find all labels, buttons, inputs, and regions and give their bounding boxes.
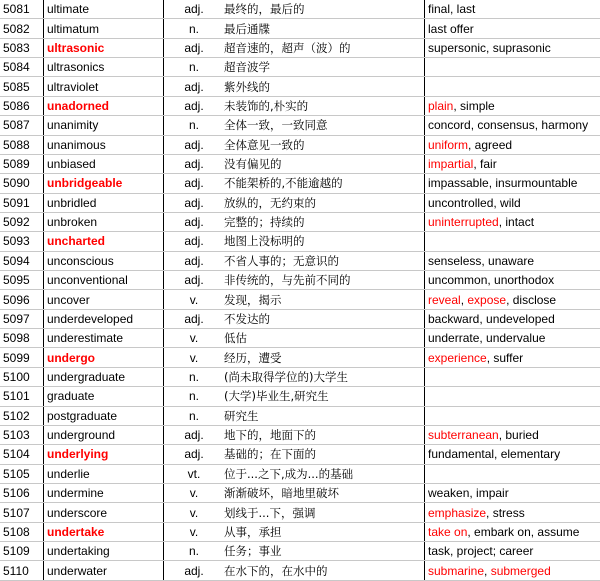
table-row xyxy=(0,387,600,406)
entry-number: 5090 xyxy=(0,174,44,193)
entry-number: 5094 xyxy=(0,251,44,270)
part-of-speech: adj. xyxy=(164,174,222,193)
entry-number: 5102 xyxy=(0,406,44,425)
entry-number: 5091 xyxy=(0,193,44,212)
entry-number: 5103 xyxy=(0,425,44,444)
chinese-definition: 完整的；持续的 xyxy=(221,212,425,231)
synonyms xyxy=(425,445,600,464)
part-of-speech: n. xyxy=(164,387,222,406)
synonyms xyxy=(425,503,600,522)
chinese-definition: 地图上没标明的 xyxy=(221,232,425,251)
entry-number: 5089 xyxy=(0,154,44,173)
table-row xyxy=(0,19,600,38)
part-of-speech: vt. xyxy=(164,464,222,483)
chinese-definition: 不发达的 xyxy=(221,309,425,328)
table-row xyxy=(0,0,600,19)
chinese-definition: 不能架桥的,不能逾越的 xyxy=(221,174,425,193)
headword: unanimous xyxy=(44,135,164,154)
table-row xyxy=(0,290,600,309)
synonym-segment: backward, undeveloped xyxy=(428,311,555,326)
headword: ultraviolet xyxy=(44,77,164,96)
synonym-segment: senseless, unaware xyxy=(428,253,535,268)
headword: graduate xyxy=(44,387,164,406)
headword: undertake xyxy=(44,522,164,541)
chinese-definition: 地下的，地面下的 xyxy=(221,425,425,444)
entry-number: 5096 xyxy=(0,290,44,309)
synonyms xyxy=(425,77,600,96)
synonyms xyxy=(425,212,600,231)
synonyms xyxy=(425,96,600,115)
headword: unbridled xyxy=(44,193,164,212)
synonym-segment: , buried xyxy=(498,428,539,443)
chinese-definition: 最终的，最后的 xyxy=(221,0,425,19)
entry-number: 5106 xyxy=(0,483,44,502)
part-of-speech: n. xyxy=(164,406,222,425)
synonyms xyxy=(425,38,600,57)
synonym-segment: underrate, undervalue xyxy=(428,331,546,346)
synonym-segment: uncontrolled, wild xyxy=(428,195,521,210)
headword: unbiased xyxy=(44,154,164,173)
part-of-speech: adj. xyxy=(164,154,222,173)
chinese-definition: 基础的；在下面的 xyxy=(221,445,425,464)
synonym-segment: final, last xyxy=(428,2,476,17)
part-of-speech: adj. xyxy=(164,0,222,19)
headword: unanimity xyxy=(44,116,164,135)
table-row xyxy=(0,251,600,270)
part-of-speech: v. xyxy=(164,329,222,348)
chinese-definition: 发现，揭示 xyxy=(221,290,425,309)
headword: ultrasonic xyxy=(44,38,164,57)
table-row xyxy=(0,309,600,328)
headword: undergraduate xyxy=(44,367,164,386)
headword: undertaking xyxy=(44,542,164,561)
synonyms xyxy=(425,0,600,19)
part-of-speech: adj. xyxy=(164,445,222,464)
synonym-segment: experience xyxy=(428,350,487,365)
part-of-speech: adj. xyxy=(164,77,222,96)
table-row xyxy=(0,232,600,251)
synonym-segment: weaken, impair xyxy=(428,486,509,501)
synonym-segment: uniform xyxy=(428,137,469,152)
chinese-definition: 紫外线的 xyxy=(221,77,425,96)
table-row xyxy=(0,406,600,425)
part-of-speech: adj. xyxy=(164,271,222,290)
synonym-segment: fundamental, elementary xyxy=(428,447,561,462)
synonyms xyxy=(425,271,600,290)
chinese-definition: 最后通牒 xyxy=(221,19,425,38)
entry-number: 5083 xyxy=(0,38,44,57)
synonyms xyxy=(425,483,600,502)
synonym-segment: expose xyxy=(467,292,507,307)
part-of-speech: n. xyxy=(164,116,222,135)
table-row xyxy=(0,503,600,522)
chinese-definition: 不省人事的；无意识的 xyxy=(221,251,425,270)
synonyms xyxy=(425,522,600,541)
table-row xyxy=(0,329,600,348)
synonyms xyxy=(425,367,600,386)
headword: postgraduate xyxy=(44,406,164,425)
synonyms xyxy=(425,348,600,367)
synonym-segment: , disclose xyxy=(506,292,557,307)
table-row xyxy=(0,174,600,193)
synonyms xyxy=(425,251,600,270)
part-of-speech: adj. xyxy=(164,193,222,212)
table-row xyxy=(0,348,600,367)
synonym-segment: emphasize xyxy=(428,505,487,520)
entry-number: 5086 xyxy=(0,96,44,115)
headword: ultimatum xyxy=(44,19,164,38)
part-of-speech: n. xyxy=(164,58,222,77)
synonym-segment: uncommon, unorthodox xyxy=(428,273,555,288)
entry-number: 5104 xyxy=(0,445,44,464)
synonyms xyxy=(425,58,600,77)
synonym-segment: , xyxy=(484,563,491,578)
part-of-speech: adj. xyxy=(164,212,222,231)
synonym-segment: last offer xyxy=(428,21,474,36)
synonyms xyxy=(425,290,600,309)
part-of-speech: adj. xyxy=(164,232,222,251)
entry-number: 5085 xyxy=(0,77,44,96)
chinese-definition: 任务；事业 xyxy=(221,542,425,561)
synonyms xyxy=(425,425,600,444)
synonym-segment: impartial xyxy=(428,157,474,172)
part-of-speech: adj. xyxy=(164,38,222,57)
synonyms xyxy=(425,232,600,251)
entry-number: 5095 xyxy=(0,271,44,290)
synonym-segment: plain xyxy=(428,98,454,113)
entry-number: 5110 xyxy=(0,561,44,580)
entry-number: 5082 xyxy=(0,19,44,38)
chinese-definition: 没有偏见的 xyxy=(221,154,425,173)
synonym-segment: , stress xyxy=(486,505,525,520)
entry-number: 5109 xyxy=(0,542,44,561)
synonym-segment: impassable, insurmountable xyxy=(428,176,578,191)
part-of-speech: adj. xyxy=(164,425,222,444)
headword: uncharted xyxy=(44,232,164,251)
part-of-speech: n. xyxy=(164,367,222,386)
headword: unbridgeable xyxy=(44,174,164,193)
synonyms xyxy=(425,561,600,580)
chinese-definition: 未装饰的,朴实的 xyxy=(221,96,425,115)
synonym-segment: uninterrupted xyxy=(428,215,499,230)
chinese-definition: 渐渐破坏，暗地里破坏 xyxy=(221,483,425,502)
synonym-segment: , agreed xyxy=(468,137,513,152)
part-of-speech: v. xyxy=(164,290,222,309)
synonyms xyxy=(425,193,600,212)
part-of-speech: adj. xyxy=(164,561,222,580)
table-row xyxy=(0,522,600,541)
table-row xyxy=(0,212,600,231)
synonyms xyxy=(425,135,600,154)
table-row xyxy=(0,445,600,464)
entry-number: 5084 xyxy=(0,58,44,77)
chinese-definition: 全体意见一致的 xyxy=(221,135,425,154)
synonym-segment: , xyxy=(460,292,468,307)
headword: underscore xyxy=(44,503,164,522)
table-row xyxy=(0,425,600,444)
synonym-segment: , intact xyxy=(498,215,535,230)
entry-number: 5097 xyxy=(0,309,44,328)
part-of-speech: v. xyxy=(164,348,222,367)
chinese-definition: 在水下的，在水中的 xyxy=(221,561,425,580)
table-row xyxy=(0,154,600,173)
synonym-segment: take on xyxy=(428,524,468,539)
chinese-definition: 划线于...下，强调 xyxy=(221,503,425,522)
synonym-segment: , fair xyxy=(473,157,497,172)
headword: underestimate xyxy=(44,329,164,348)
chinese-definition: 研究生 xyxy=(221,406,425,425)
part-of-speech: adj. xyxy=(164,251,222,270)
entry-number: 5098 xyxy=(0,329,44,348)
table-row xyxy=(0,271,600,290)
headword: unadorned xyxy=(44,96,164,115)
table-row xyxy=(0,77,600,96)
synonym-segment: reveal xyxy=(428,292,461,307)
chinese-definition: 全体一致，一致同意 xyxy=(221,116,425,135)
table-row xyxy=(0,542,600,561)
synonym-segment: , embark on, assume xyxy=(467,524,580,539)
part-of-speech: adj. xyxy=(164,96,222,115)
headword: undermine xyxy=(44,483,164,502)
synonyms xyxy=(425,19,600,38)
headword: unconscious xyxy=(44,251,164,270)
entry-number: 5108 xyxy=(0,522,44,541)
table-row xyxy=(0,96,600,115)
headword: underlie xyxy=(44,464,164,483)
synonym-segment: concord, consensus, harmony xyxy=(428,118,589,133)
table-row xyxy=(0,464,600,483)
entry-number: 5107 xyxy=(0,503,44,522)
table-row xyxy=(0,561,600,580)
synonyms xyxy=(425,116,600,135)
entry-number: 5100 xyxy=(0,367,44,386)
synonyms xyxy=(425,174,600,193)
chinese-definition: 位于...之下,成为...的基础 xyxy=(221,464,425,483)
chinese-definition: (大学)毕业生,研究生 xyxy=(221,387,425,406)
table-row xyxy=(0,367,600,386)
headword: unbroken xyxy=(44,212,164,231)
synonym-segment: submerged xyxy=(490,563,551,578)
synonyms xyxy=(425,464,600,483)
entry-number: 5087 xyxy=(0,116,44,135)
synonyms xyxy=(425,387,600,406)
chinese-definition: (尚未取得学位的)大学生 xyxy=(221,367,425,386)
headword: ultrasonics xyxy=(44,58,164,77)
synonyms xyxy=(425,406,600,425)
synonyms xyxy=(425,309,600,328)
headword: underdeveloped xyxy=(44,309,164,328)
synonyms xyxy=(425,154,600,173)
headword: ultimate xyxy=(44,0,164,19)
chinese-definition: 经历，遭受 xyxy=(221,348,425,367)
headword: underground xyxy=(44,425,164,444)
part-of-speech: v. xyxy=(164,503,222,522)
synonyms xyxy=(425,542,600,561)
table-row xyxy=(0,38,600,57)
chinese-definition: 放纵的，无约束的 xyxy=(221,193,425,212)
part-of-speech: v. xyxy=(164,483,222,502)
entry-number: 5093 xyxy=(0,232,44,251)
entry-number: 5081 xyxy=(0,0,44,19)
headword: uncover xyxy=(44,290,164,309)
part-of-speech: n. xyxy=(164,19,222,38)
chinese-definition: 从事，承担 xyxy=(221,522,425,541)
table-row xyxy=(0,193,600,212)
entry-number: 5088 xyxy=(0,135,44,154)
chinese-definition: 低估 xyxy=(221,329,425,348)
table-row xyxy=(0,116,600,135)
synonym-segment: submarine xyxy=(428,563,485,578)
synonym-segment: subterranean xyxy=(428,428,499,443)
chinese-definition: 非传统的，与先前不同的 xyxy=(221,271,425,290)
synonym-segment: supersonic, suprasonic xyxy=(428,40,551,55)
headword: underlying xyxy=(44,445,164,464)
chinese-definition: 超音速的，超声（波）的 xyxy=(221,38,425,57)
table-row xyxy=(0,483,600,502)
synonyms xyxy=(425,329,600,348)
synonym-segment: task, project; career xyxy=(428,544,534,559)
part-of-speech: n. xyxy=(164,542,222,561)
part-of-speech: adj. xyxy=(164,309,222,328)
headword: unconventional xyxy=(44,271,164,290)
synonym-segment: , suffer xyxy=(486,350,524,365)
entry-number: 5092 xyxy=(0,212,44,231)
headword: undergo xyxy=(44,348,164,367)
part-of-speech: v. xyxy=(164,522,222,541)
chinese-definition: 超音波学 xyxy=(221,58,425,77)
entry-number: 5101 xyxy=(0,387,44,406)
table-row xyxy=(0,135,600,154)
table-row xyxy=(0,58,600,77)
headword: underwater xyxy=(44,561,164,580)
entry-number: 5099 xyxy=(0,348,44,367)
part-of-speech: adj. xyxy=(164,135,222,154)
entry-number: 5105 xyxy=(0,464,44,483)
synonym-segment: , simple xyxy=(453,98,495,113)
